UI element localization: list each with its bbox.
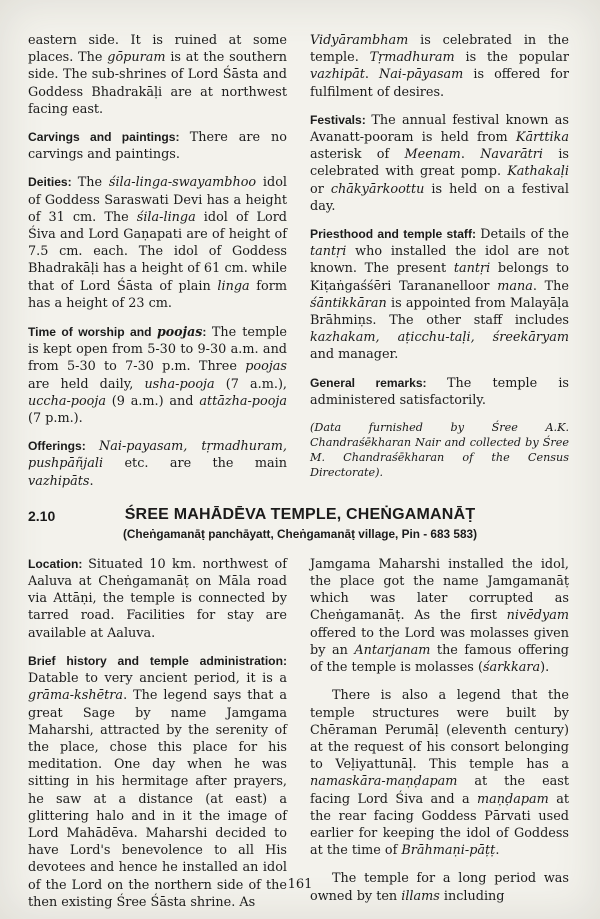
- text-run: illams: [401, 888, 440, 904]
- section-heading: [28, 506, 572, 541]
- text-run: (9 a.m.) and: [105, 393, 200, 409]
- text-run: Nai-pāyasam: [379, 67, 464, 83]
- text-run: is offered for fulfilment of desires.: [310, 67, 569, 100]
- text-run: including: [439, 888, 505, 904]
- text-run: tantṛi: [310, 244, 347, 260]
- text-run: Situated 10 km. northwest of Aaluva at Cheṅgamanāṭ on Māla road via Attāṇi, the temple is connected by tarred road. Facilities for stay are available at Aaluva.: [28, 556, 287, 641]
- text-run: The temple for a long period was owned by ten: [310, 871, 569, 904]
- text-run: grāma-kshētra: [28, 688, 124, 704]
- page-number: 161: [287, 877, 313, 892]
- text-run: idol of Lord Śiva and Lord Gaṇapati are of height of 7.5 cm. each. The idol of Goddess Bhadrakāḷi has a height of 61 cm. while that of Lord Śāsta of plain: [28, 209, 287, 294]
- paragraph: [28, 438, 287, 490]
- section-subtitle: (Cheṅgamanāṭ panchāyatt, Cheṅgamanāṭ village, Pin - 683 583): [122, 526, 477, 541]
- text-run: and manager.: [310, 347, 399, 363]
- text-run: poojas: [156, 324, 203, 340]
- paragraph: [310, 112, 569, 215]
- text-run: Vidyārambham: [310, 33, 409, 48]
- paragraph: [28, 653, 287, 911]
- text-run: There are no carvings and paintings.: [28, 130, 287, 163]
- text-run: :: [202, 325, 212, 340]
- text-run: .: [495, 843, 500, 859]
- text-run: namaskāra-maṇḍapam: [310, 774, 458, 790]
- top-section: [28, 32, 572, 490]
- bottom-section: [28, 556, 572, 911]
- text-run: Time of worship and: [28, 325, 157, 340]
- text-run: idol of Goddess Saraswati Devi has a height of 31 cm. The: [28, 175, 287, 225]
- text-run: Kathakaḷi: [507, 164, 569, 180]
- text-run: Datable to very ancient period, it is a: [28, 671, 287, 687]
- text-run: offered to the Lord was molasses given by an: [310, 625, 569, 658]
- text-run: General remarks:: [310, 375, 447, 390]
- text-run: (Data furnished by Śree A.K. Chandraśēkharan Nair and collected by Śree M. Chandraśēkharan of the Census Directorate).: [310, 421, 569, 480]
- text-run: ).: [540, 660, 550, 676]
- text-run: .: [460, 147, 481, 163]
- text-run: Brief history and temple administration:: [28, 653, 287, 668]
- section-number: 2.10: [28, 507, 56, 524]
- text-run: is at the southern side. The sub-shrines of Lord Śāsta and Goddess Bhadrakāḷi are at northwest facing east.: [28, 50, 287, 117]
- bottom-right-column: [310, 556, 569, 911]
- text-run: Brāhmaṇi-pāṭṭ: [401, 843, 496, 859]
- text-run: at the east facing Lord Śiva and a: [310, 774, 569, 807]
- text-run: Meenam: [404, 147, 461, 163]
- text-run: . The legend says that a great Sage by name Jamgama Maharshi, attracted by the serenity of the place, chose this place for his meditation. One day when he was sitting in his hermitage after prayers, he saw at a distance (at east) a glittering halo and in it the image of Lord Mahādēva. Maharshi decided to have Lord's benevolence to all His devotees and hence he installed an idol of the Lord on the northern side of the then existing Śree Śāsta shrine. As: [28, 688, 287, 910]
- text-run: Carvings and paintings:: [28, 130, 190, 145]
- paragraph: [310, 375, 569, 409]
- text-run: tantṛi: [453, 261, 491, 277]
- text-run: at the rear facing Goddess Pārvati used earlier for keeping the idol of Goddess at the time of: [310, 791, 569, 859]
- text-run: attāzha-pooja: [199, 393, 287, 409]
- paragraph: [28, 174, 287, 312]
- paragraph: [310, 687, 569, 859]
- text-run: is celebrated with great pomp.: [310, 147, 570, 180]
- text-run: linga: [217, 278, 250, 294]
- paragraph: [310, 556, 569, 676]
- text-run: (7 a.m.),: [214, 376, 288, 392]
- text-run: Deities:: [28, 175, 78, 190]
- paragraph: [310, 420, 569, 480]
- section-title: ŚREE MAHĀDĒVA TEMPLE, CHEṄGAMANĀṬ: [124, 505, 476, 523]
- text-run: uccha-pooja: [28, 393, 106, 409]
- text-run: vazhipāt: [310, 67, 365, 83]
- paragraph: [310, 226, 569, 364]
- text-run: vazhipāts: [28, 473, 90, 489]
- top-left-column: [28, 32, 287, 490]
- text-run: chākyārkoottu: [330, 181, 425, 197]
- text-run: who installed the idol are not known. The present: [310, 244, 569, 277]
- paragraph: [28, 556, 287, 642]
- text-run: śila-linga: [136, 209, 196, 225]
- text-run: kazhakam, aṭicchu-taḷi, śreekāryam: [310, 330, 569, 346]
- text-run: śāntikkāran: [310, 295, 387, 311]
- text-run: maṇḍapam: [477, 791, 549, 807]
- text-run: śila-linga-swayambhoo: [108, 175, 257, 191]
- text-run: The temple is administered satisfactorily.: [310, 375, 569, 408]
- text-run: gōpuram: [107, 50, 166, 66]
- text-run: is the popular: [454, 50, 569, 66]
- text-run: (7 p.m.).: [28, 411, 83, 427]
- top-right-column: [310, 32, 569, 490]
- text-run: Tṛmadhuram: [369, 50, 455, 66]
- paragraph: [28, 32, 287, 118]
- text-run: or: [310, 181, 331, 197]
- text-run: form has a height of 23 cm.: [28, 278, 287, 311]
- paragraph: [310, 32, 569, 101]
- text-run: poojas: [245, 359, 287, 375]
- text-run: Festivals:: [310, 112, 372, 127]
- text-run: Priesthood and temple staff:: [310, 227, 481, 242]
- text-run: Nai-payasam, tṛmadhuram, pushpāñjali: [28, 439, 287, 472]
- text-run: is celebrated in the temple.: [310, 33, 569, 66]
- bottom-left-column: [28, 556, 287, 911]
- text-run: Jamgama Maharshi installed the idol, the place got the name Jamgamanāṭ which was later corrupted as Cheṅgamanāṭ. As the first: [310, 556, 569, 624]
- text-run: nivēdyam: [506, 608, 569, 624]
- text-run: the famous offering of the temple is molasses (: [310, 642, 569, 676]
- text-run: The temple is kept open from 5-30 to 9-30 a.m. and from 5-30 to 7-30 p.m. Three: [28, 325, 287, 375]
- text-run: Navarātri: [480, 147, 544, 163]
- text-run: usha-pooja: [144, 376, 215, 392]
- text-run: etc. are the main: [103, 456, 287, 472]
- text-run: Kārttika: [515, 130, 569, 146]
- text-run: .: [89, 473, 94, 489]
- text-run: mana: [497, 278, 533, 294]
- text-run: belongs to Kiṭaṅgaśśēri Tarananelloor: [310, 261, 569, 294]
- text-run: śarkkara: [482, 660, 541, 676]
- text-run: are held daily,: [28, 376, 145, 392]
- text-run: The: [77, 175, 109, 191]
- text-run: Offerings:: [28, 439, 100, 454]
- text-run: There is also a legend that the temple structures were built by Chēraman Perumāḷ (eleventh century) at the request of his consort belonging to Veḷiyattunāḷ. This temple has a: [310, 688, 569, 773]
- text-run: Antarjanam: [354, 642, 431, 658]
- paragraph: [28, 129, 287, 163]
- text-run: . The: [532, 278, 569, 294]
- text-run: asterisk of: [310, 147, 405, 163]
- text-run: The annual festival known as Avanatt-pooram is held from: [310, 112, 570, 146]
- text-run: .: [364, 67, 380, 83]
- paragraph: [28, 323, 287, 427]
- text-run: Details of the: [480, 227, 569, 243]
- text-run: Location:: [28, 556, 89, 571]
- text-run: is held on a festival day.: [310, 181, 569, 214]
- text-run: eastern side. It is ruined at some places. The: [28, 33, 287, 66]
- text-run: is appointed from Malayāḷa Brāhmiṇs. The other staff includes: [310, 295, 569, 329]
